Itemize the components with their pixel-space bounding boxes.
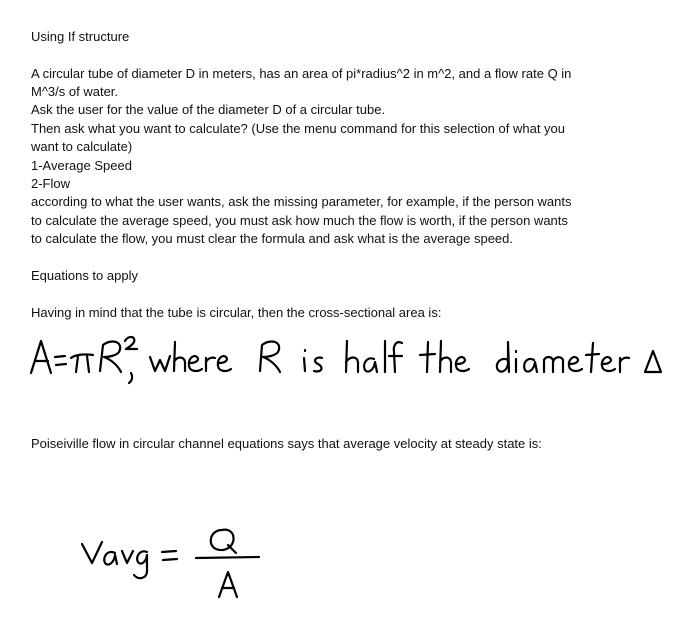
menu-option-flow: 2-Flow bbox=[31, 176, 71, 191]
paragraph-line-10: to calculate the flow, you must clear the formula and ask what is the average speed. bbox=[31, 231, 513, 246]
paragraph-line-8: according to what the user wants, ask the missing parameter, for example, if the person wants bbox=[31, 194, 572, 209]
paragraph-line-9: to calculate the average speed, you must ask how much the flow is worth, if the person wants bbox=[31, 213, 568, 228]
paragraph-line-3: Ask the user for the value of the diameter D of a circular tube. bbox=[31, 102, 386, 117]
paragraph-line-2: M^3/s of water. bbox=[31, 84, 119, 99]
area-intro-text: Having in mind that the tube is circular, then the cross-sectional area is: bbox=[31, 305, 442, 320]
menu-option-average-speed: 1-Average Speed bbox=[31, 158, 132, 173]
equations-heading: Equations to apply bbox=[31, 268, 138, 283]
paragraph-line-4: Then ask what you want to calculate? (Use the menu command for this selection of what you bbox=[31, 121, 565, 136]
poiseuille-intro-text: Poiseiville flow in circular channel equations says that average velocity at steady state is: bbox=[31, 436, 542, 451]
paragraph-line-1: A circular tube of diameter D in meters, has an area of pi*radius^2 in m^2, and a flow rate Q in bbox=[31, 66, 572, 81]
paragraph-line-5: want to calculate) bbox=[31, 139, 133, 154]
heading-using-if-structure: Using If structure bbox=[31, 29, 130, 44]
